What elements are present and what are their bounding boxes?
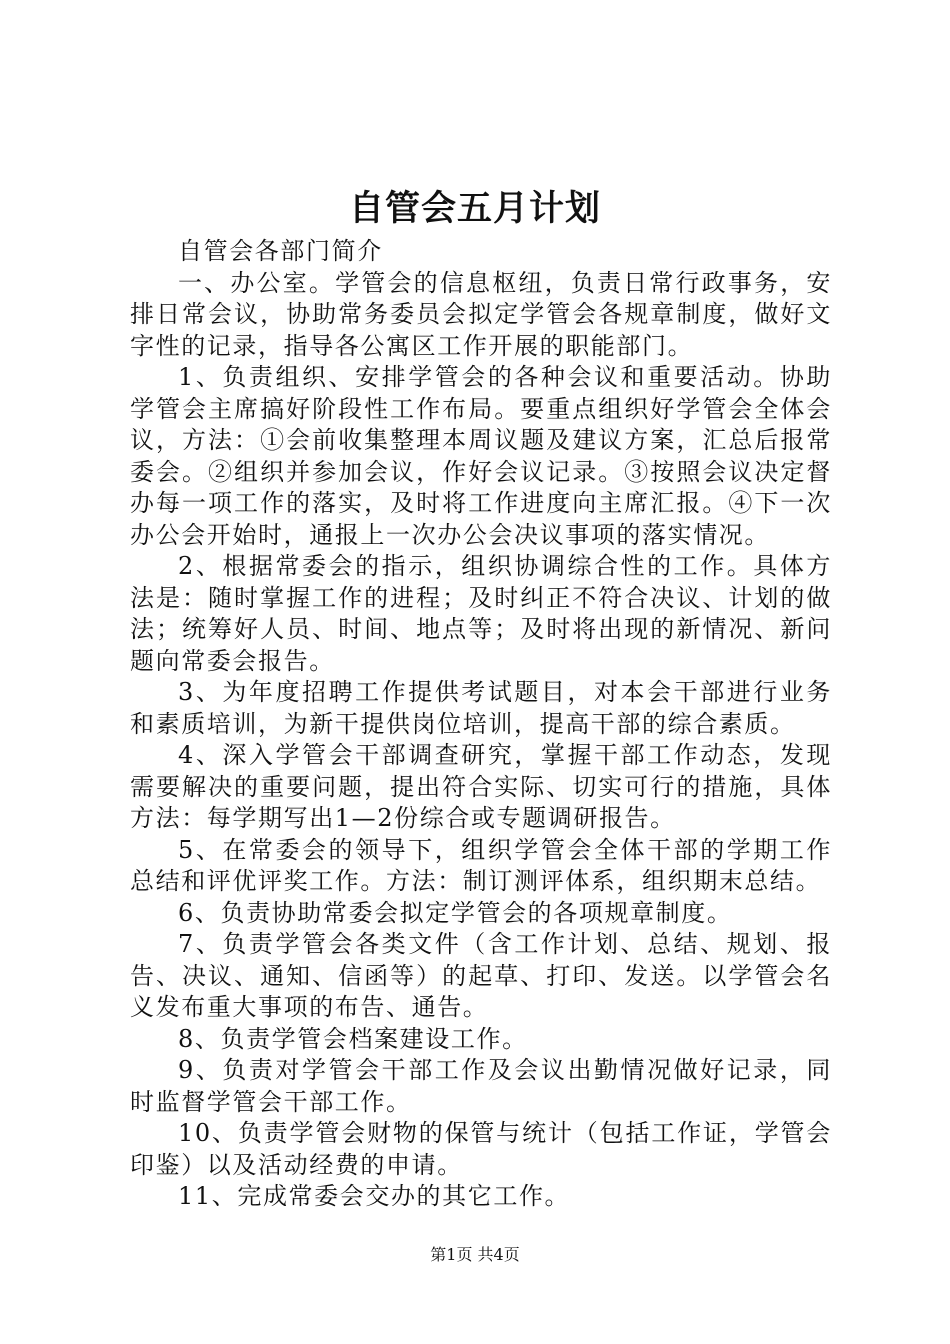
paragraph-item-6: 6、负责协助常委会拟定学管会的各项规章制度。	[178, 898, 733, 927]
paragraph-item-1: 1、负责组织、安排学管会的各种会议和重要活动。协助学管会主席搞好阶段性工作布局。要重点组织好学管会全体会议，方法：①会前收集整理本周议题及建议方案，汇总后报常委会。②组织并参加会议，作好会议记录。③按照会议决定督办每一项工作的落实，及时将工作进度向主席汇报。④下一次办公会开始时，通报上一次办公会决议事项的落实情况。	[130, 363, 832, 549]
paragraph-item-5: 5、在常委会的领导下，组织学管会全体干部的学期工作总结和评优评奖工作。方法：制订测评体系，组织期末总结。	[130, 835, 832, 895]
paragraph-item-8: 8、负责学管会档案建设工作。	[178, 1024, 528, 1053]
paragraph-item-3: 3、为年度招聘工作提供考试题目，对本会干部进行业务和素质培训，为新干提供岗位培训，提高干部的综合素质。	[130, 678, 832, 738]
paragraph-item-7: 7、负责学管会各类文件（含工作计划、总结、规划、报告、决议、通知、信函等）的起草、打印、发送。以学管会名义发布重大事项的布告、通告。	[130, 930, 832, 1021]
document-body	[130, 236, 832, 1213]
paragraph-office-overview: 一、办公室。学管会的信息枢纽，负责日常行政事务，安排日常会议，协助常务委员会拟定学管会各规章制度，做好文字性的记录，指导各公寓区工作开展的职能部门。	[130, 268, 832, 360]
paragraph-item-11: 11、完成常委会交办的其它工作。	[178, 1182, 571, 1210]
paragraph-item-4: 4、深入学管会干部调查研究，掌握干部工作动态，发现需要解决的重要问题，提出符合实际、切实可行的措施，具体方法：每学期写出1—2份综合或专题调研报告。	[130, 741, 832, 832]
page-number-footer: 第1页 共4页	[430, 1245, 520, 1264]
paragraph-intro-heading: 自管会各部门简介	[178, 237, 383, 265]
document-title: 自管会五月计划	[348, 188, 601, 229]
paragraph-item-9: 9、负责对学管会干部工作及会议出勤情况做好记录，同时监督学管会干部工作。	[130, 1056, 832, 1116]
paragraph-item-2: 2、根据常委会的指示，组织协调综合性的工作。具体方法是：随时掌握工作的进程；及时纠正不符合决议、计划的做法；统筹好人员、时间、地点等；及时将出现的新情况、新问题向常委会报告。	[130, 552, 832, 675]
paragraph-item-10: 10、负责学管会财物的保管与统计（包括工作证，学管会印鉴）以及活动经费的申请。	[130, 1119, 832, 1179]
